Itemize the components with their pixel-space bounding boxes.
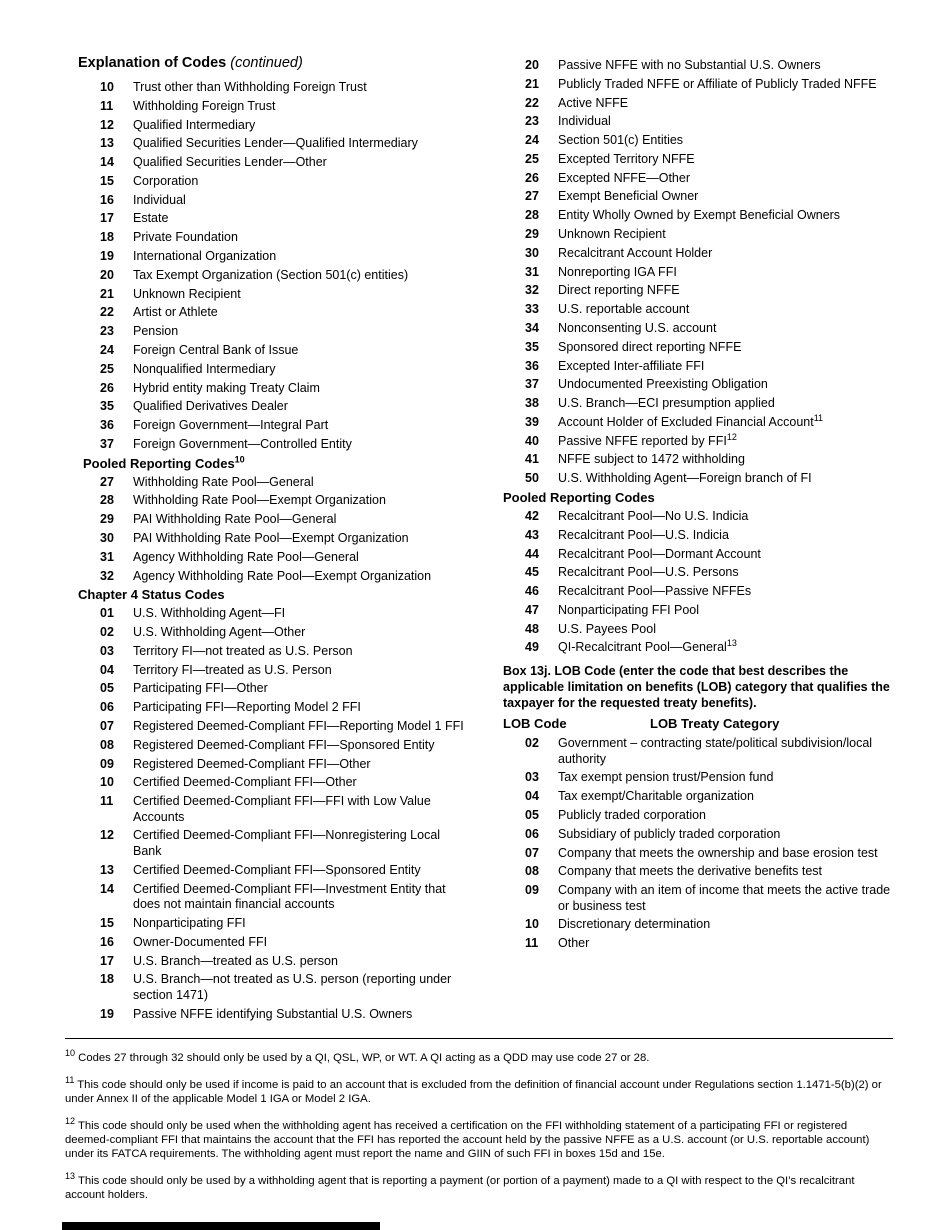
code-item	[503, 603, 896, 619]
code-item	[78, 362, 470, 378]
two-column-layout	[78, 55, 896, 1026]
code-number: 12	[100, 117, 114, 132]
code-item	[78, 268, 470, 284]
code-description: Qualified Intermediary	[133, 117, 256, 132]
code-description: Withholding Foreign Trust	[133, 98, 276, 113]
code-description: U.S. Payees Pool	[558, 621, 656, 636]
code-number: 22	[100, 305, 114, 320]
code-description: Tax exempt pension trust/Pension fund	[558, 770, 774, 785]
code-number: 41	[525, 452, 539, 467]
code-number: 17	[100, 953, 114, 968]
code-description: Registered Deemed-Compliant FFI—Reporting Model 1 FFI	[133, 718, 464, 733]
code-description: Account Holder of Excluded Financial Account$^{11}$	[558, 412, 824, 429]
code-item	[78, 381, 470, 397]
code-description: PAI Withholding Rate Pool—General	[133, 512, 337, 527]
code-item	[78, 287, 470, 303]
code-description: U.S. Branch—treated as U.S. person	[133, 953, 338, 968]
code-description: Nonparticipating FFI Pool	[558, 602, 700, 617]
code-item	[503, 808, 896, 824]
code-number: 34	[525, 320, 539, 335]
footnote-reference: 11	[65, 1075, 75, 1086]
code-item	[78, 550, 470, 566]
code-item	[503, 359, 896, 375]
code-item	[503, 883, 896, 914]
code-item	[503, 547, 896, 563]
code-number: 11	[100, 98, 114, 113]
code-item	[503, 471, 896, 487]
code-item	[78, 625, 470, 641]
code-item	[78, 882, 470, 913]
code-item	[78, 644, 470, 660]
code-description: Unknown Recipient	[558, 227, 666, 242]
footnote: $^{10}$ Codes 27 through 32 should only be used by a QI, QSL, WP, or WT. A QI acting as a QDD may use code 27 or 28.	[65, 1048, 650, 1064]
page-edge-artifact	[62, 1222, 380, 1230]
page-title-text: Explanation of Codes	[78, 55, 227, 71]
code-number: 19	[100, 1006, 114, 1021]
code-description: Section 501(c) Entities	[558, 133, 684, 148]
code-item	[78, 118, 470, 134]
code-item	[78, 475, 470, 491]
code-number: 35	[525, 339, 539, 354]
code-description: Recalcitrant Pool—Passive NFFEs	[558, 584, 752, 599]
code-description: Foreign Government—Controlled Entity	[133, 436, 352, 451]
code-description: Individual	[133, 192, 186, 207]
code-description: NFFE subject to 1472 withholding	[558, 452, 745, 467]
code-number: 21	[100, 286, 114, 301]
left-column	[78, 55, 470, 1026]
code-description: Individual	[558, 114, 611, 129]
code-description: Certified Deemed-Compliant FFI—Investment Entity that does not maintain financial accounts	[133, 881, 446, 912]
code-description: Certified Deemed-Compliant FFI—Other	[133, 775, 357, 790]
code-description: Certified Deemed-Compliant FFI—Nonregistering Local Bank	[133, 828, 441, 859]
code-number: 15	[100, 916, 114, 930]
footnote-reference: 11	[813, 412, 824, 423]
code-item	[78, 863, 470, 879]
footnote: $^{11}$ This code should only be used if income is paid to an account that is excluded from the definition of financial account under Regulations section 1.1471-5(b)(2) or under Annex II of the applicable Model 1 IGA or Model 2 IGA.	[65, 1075, 882, 1105]
code-description: Recalcitrant Pool—U.S. Persons	[558, 565, 739, 580]
code-description: Hybrid entity making Treaty Claim	[133, 380, 320, 395]
code-number: 05	[100, 681, 114, 696]
code-description: Qualified Derivatives Dealer	[133, 399, 288, 414]
code-number: 47	[525, 602, 539, 617]
code-number: 24	[525, 133, 539, 148]
code-item	[78, 437, 470, 453]
code-item	[503, 528, 896, 544]
code-description: Recalcitrant Pool—U.S. Indicia	[558, 527, 729, 542]
code-item	[503, 846, 896, 862]
code-item	[78, 343, 470, 359]
code-number: 20	[100, 267, 114, 282]
code-number: 30	[525, 245, 539, 260]
code-description: Excepted NFFE—Other	[558, 170, 690, 185]
code-number: 11	[525, 936, 539, 951]
code-number: 38	[525, 396, 539, 411]
code-number: 30	[100, 530, 114, 545]
code-number: 25	[525, 151, 539, 166]
code-item	[78, 531, 470, 547]
code-description: Publicly traded corporation	[558, 807, 706, 822]
code-description: Excepted Territory NFFE	[558, 151, 695, 166]
code-item	[78, 155, 470, 171]
code-item	[78, 794, 470, 825]
code-item	[503, 227, 896, 243]
footnote-reference: 10	[65, 1048, 76, 1059]
code-description: Direct reporting NFFE	[558, 283, 680, 298]
code-item	[503, 936, 896, 952]
code-number: 10	[525, 917, 539, 932]
code-item	[503, 340, 896, 356]
code-number: 02	[100, 625, 114, 640]
code-number: 46	[525, 584, 539, 599]
code-description: Withholding Rate Pool—General	[133, 474, 314, 489]
code-number: 12	[100, 828, 114, 843]
code-description: Pension	[133, 324, 179, 339]
code-description: Unknown Recipient	[133, 286, 241, 301]
section-header: Pooled Reporting Codes	[503, 489, 655, 505]
code-description: Certified Deemed-Compliant FFI—FFI with Low Value Accounts	[133, 794, 431, 824]
footnote-list	[65, 1048, 893, 1202]
code-item	[503, 584, 896, 600]
code-number: 09	[100, 756, 114, 771]
code-description: Tax Exempt Organization (Section 501(c) entities)	[133, 267, 409, 282]
code-number: 16	[100, 192, 114, 207]
code-item	[78, 305, 470, 321]
code-item	[503, 917, 896, 933]
code-item	[503, 189, 896, 205]
code-item	[78, 954, 470, 970]
code-description: Nonreporting IGA FFI	[558, 264, 677, 279]
code-description: International Organization	[133, 249, 277, 264]
code-number: 10	[100, 80, 114, 94]
code-number: 37	[100, 436, 114, 451]
code-item	[503, 396, 896, 412]
code-item	[78, 700, 470, 716]
code-number: 49	[525, 640, 539, 655]
code-number: 36	[100, 418, 114, 433]
code-number: 04	[525, 789, 539, 804]
code-description: Territory FI—not treated as U.S. Person	[133, 643, 353, 658]
right-column	[503, 55, 896, 1026]
code-number: 32	[525, 283, 539, 298]
code-description: U.S. Withholding Agent—Foreign branch of FI	[558, 471, 812, 486]
code-item	[78, 935, 470, 951]
page-title-continued: (continued)	[226, 55, 303, 71]
code-description: Agency Withholding Rate Pool—Exempt Organization	[133, 568, 432, 583]
code-item	[503, 208, 896, 224]
code-number: 01	[100, 606, 114, 621]
code-number: 26	[100, 380, 114, 395]
code-item	[503, 412, 896, 431]
code-number: 05	[525, 807, 539, 822]
code-description: Company that meets the derivative benefits test	[558, 864, 823, 879]
code-number: 31	[525, 264, 539, 279]
code-item	[78, 136, 470, 152]
code-item	[503, 736, 896, 767]
code-number: 39	[525, 414, 539, 429]
code-item	[503, 452, 896, 468]
code-number: 06	[525, 826, 539, 841]
code-item	[78, 493, 470, 509]
code-number: 45	[525, 565, 539, 580]
lob-table-header	[503, 716, 896, 732]
code-description: Government – contracting state/political subdivision/local authority	[558, 736, 873, 766]
code-number: 23	[525, 114, 539, 129]
code-item	[503, 431, 896, 450]
code-description: Recalcitrant Pool—No U.S. Indicia	[558, 508, 749, 523]
code-item	[503, 114, 896, 130]
code-number: 14	[100, 881, 114, 896]
code-description: Owner-Documented FFI	[133, 934, 268, 949]
code-item	[78, 828, 470, 859]
code-description: Withholding Rate Pool—Exempt Organization	[133, 493, 386, 508]
code-item	[78, 249, 470, 265]
code-item	[78, 80, 470, 96]
code-item	[78, 719, 470, 735]
code-item	[503, 622, 896, 638]
code-description: Corporation	[133, 173, 199, 188]
code-description: Recalcitrant Account Holder	[558, 245, 713, 260]
code-description: Passive NFFE with no Substantial U.S. Owners	[558, 58, 821, 72]
code-item	[78, 512, 470, 528]
code-number: 14	[100, 155, 114, 170]
code-item	[78, 972, 470, 1003]
code-description: Undocumented Preexisting Obligation	[558, 377, 768, 392]
lob-code-column-header: LOB Code	[503, 716, 567, 732]
code-item	[78, 606, 470, 622]
code-description: QI-Recalcitrant Pool—General$^{13}$	[558, 638, 737, 655]
code-item	[78, 99, 470, 115]
code-item	[503, 246, 896, 262]
code-number: 31	[100, 549, 114, 564]
code-number: 29	[100, 512, 114, 527]
code-number: 07	[525, 845, 539, 860]
code-description: Nonconsenting U.S. account	[558, 320, 717, 335]
code-item	[503, 96, 896, 112]
code-description: Certified Deemed-Compliant FFI—Sponsored Entity	[133, 862, 421, 877]
code-description: Subsidiary of publicly traded corporation	[558, 826, 781, 841]
code-number: 21	[525, 76, 539, 91]
code-item	[78, 757, 470, 773]
code-number: 20	[525, 58, 539, 72]
code-description: Registered Deemed-Compliant FFI—Other	[133, 756, 371, 771]
code-item	[503, 377, 896, 393]
code-item	[503, 152, 896, 168]
code-item	[78, 738, 470, 754]
code-number: 08	[100, 737, 114, 752]
code-description: Passive NFFE identifying Substantial U.S. Owners	[133, 1006, 413, 1021]
code-item	[78, 230, 470, 246]
code-number: 11	[100, 794, 114, 809]
code-number: 04	[100, 662, 114, 677]
code-item	[503, 864, 896, 880]
page-title	[78, 55, 470, 71]
code-item	[503, 171, 896, 187]
code-item	[503, 265, 896, 281]
code-number: 28	[525, 208, 539, 223]
code-description: Artist or Athlete	[133, 305, 218, 320]
code-description: Participating FFI—Reporting Model 2 FFI	[133, 700, 361, 715]
code-number: 50	[525, 471, 539, 486]
code-description: U.S. Withholding Agent—FI	[133, 606, 286, 621]
code-item	[78, 569, 470, 585]
code-number: 37	[525, 377, 539, 392]
code-description: Entity Wholly Owned by Exempt Beneficial Owners	[558, 208, 841, 223]
code-item	[78, 681, 470, 697]
code-description: U.S. Withholding Agent—Other	[133, 625, 306, 640]
section-header: Pooled Reporting Codes$^{10}$	[83, 454, 245, 471]
code-description: Nonqualified Intermediary	[133, 361, 276, 376]
footnote-reference: 12	[726, 431, 737, 442]
code-number: 18	[100, 230, 114, 245]
code-item	[503, 58, 896, 74]
code-description: Qualified Securities Lender—Other	[133, 155, 327, 170]
code-number: 43	[525, 527, 539, 542]
code-number: 26	[525, 170, 539, 185]
code-number: 03	[525, 770, 539, 785]
code-item	[78, 418, 470, 434]
code-item	[503, 302, 896, 318]
code-item	[78, 399, 470, 415]
code-item	[503, 640, 896, 656]
code-description: Passive NFFE reported by FFI$^{12}$	[558, 431, 737, 448]
code-number: 25	[100, 361, 114, 376]
code-description: Tax exempt/Charitable organization	[558, 789, 754, 804]
code-item	[78, 193, 470, 209]
code-number: 48	[525, 621, 539, 636]
code-description: Publicly Traded NFFE or Affiliate of Publicly Traded NFFE	[558, 76, 877, 91]
code-item	[503, 133, 896, 149]
code-number: 08	[525, 864, 539, 879]
code-number: 19	[100, 249, 114, 264]
code-item	[503, 565, 896, 581]
code-number: 32	[100, 568, 114, 583]
code-number: 27	[100, 474, 114, 489]
code-item	[78, 174, 470, 190]
code-item	[503, 77, 896, 93]
code-item	[78, 1007, 470, 1023]
code-number: 02	[525, 736, 539, 751]
code-number: 10	[100, 775, 114, 790]
footnotes-section	[65, 1038, 893, 1215]
code-description: Foreign Government—Integral Part	[133, 418, 329, 433]
code-number: 03	[100, 643, 114, 658]
code-number: 18	[100, 972, 114, 987]
code-number: 23	[100, 324, 114, 339]
left-column-blocks	[78, 80, 470, 1022]
code-description: PAI Withholding Rate Pool—Exempt Organization	[133, 530, 409, 545]
code-description: Participating FFI—Other	[133, 681, 268, 696]
section-header: Chapter 4 Status Codes	[78, 587, 225, 603]
code-description: Active NFFE	[558, 95, 629, 110]
code-description: Sponsored direct reporting NFFE	[558, 339, 742, 354]
code-number: 28	[100, 493, 114, 508]
code-description: Trust other than Withholding Foreign Trust	[133, 80, 367, 94]
footnote-reference: 13	[726, 638, 737, 649]
code-description: Company that meets the ownership and base erosion test	[558, 845, 878, 860]
code-description: Discretionary determination	[558, 917, 711, 932]
footnote: $^{13}$ This code should only be used by a withholding agent that is reporting a payment (or portion of a payment) made to a QI with respect to the QI’s recalcitrant account holders.	[65, 1171, 855, 1201]
code-item	[503, 321, 896, 337]
code-item	[78, 211, 470, 227]
code-description: Foreign Central Bank of Issue	[133, 342, 299, 357]
code-number: 44	[525, 546, 539, 561]
code-description: Agency Withholding Rate Pool—General	[133, 549, 359, 564]
code-number: 35	[100, 399, 114, 414]
code-description: Excepted Inter-affiliate FFI	[558, 358, 705, 373]
right-column-blocks	[503, 58, 896, 952]
code-description: U.S. reportable account	[558, 302, 690, 317]
code-item	[78, 663, 470, 679]
code-item	[78, 775, 470, 791]
code-item	[78, 324, 470, 340]
code-number: 09	[525, 883, 539, 898]
code-number: 29	[525, 227, 539, 242]
code-description: U.S. Branch—not treated as U.S. person (reporting under section 1471)	[133, 972, 452, 1002]
code-number: 06	[100, 700, 114, 715]
footnote-reference: 13	[65, 1171, 76, 1182]
code-number: 15	[100, 173, 114, 188]
code-description: Company with an item of income that meets the active trade or business test	[558, 883, 891, 913]
code-number: 16	[100, 934, 114, 949]
footnote-reference: 12	[65, 1116, 76, 1127]
footnote-reference: 10	[234, 454, 245, 465]
code-number: 22	[525, 95, 539, 110]
code-number: 13	[100, 136, 114, 151]
lob-treaty-category-column-header: LOB Treaty Category	[650, 716, 780, 732]
code-description: Other	[558, 936, 590, 951]
code-item	[78, 916, 470, 932]
code-number: 42	[525, 508, 539, 523]
code-number: 07	[100, 718, 114, 733]
code-item	[503, 827, 896, 843]
code-number: 33	[525, 302, 539, 317]
code-description: Private Foundation	[133, 230, 238, 245]
code-item	[503, 509, 896, 525]
code-number: 27	[525, 189, 539, 204]
code-number: 36	[525, 358, 539, 373]
code-description: Exempt Beneficial Owner	[558, 189, 699, 204]
code-number: 24	[100, 342, 114, 357]
code-item	[503, 770, 896, 786]
code-description: Territory FI—treated as U.S. Person	[133, 662, 332, 677]
box-13j-instruction: Box 13j. LOB Code (enter the code that best describes the applicable limitation on benefits (LOB) category that qualifies the taxpayer for the requested treaty benefits).	[503, 664, 890, 711]
code-description: Registered Deemed-Compliant FFI—Sponsored Entity	[133, 737, 435, 752]
code-description: Estate	[133, 211, 169, 226]
code-description: U.S. Branch—ECI presumption applied	[558, 396, 775, 411]
footnote: $^{12}$ This code should only be used when the withholding agent has received a certification on the FFI withholding statement of a participating FFI or registered deemed-compliant FFI that maintains the account that the FFI has reported the account held by the passive NFFE as a U.S. account (or U.S. reportable account) under its FATCA requirements. The withholding agent must report the name and GIIN of such FFI in boxes 15d and 15e.	[65, 1116, 870, 1160]
code-item	[503, 283, 896, 299]
code-description: Recalcitrant Pool—Dormant Account	[558, 546, 761, 561]
code-description: Qualified Securities Lender—Qualified Intermediary	[133, 136, 418, 151]
code-number: 17	[100, 211, 114, 226]
code-item	[503, 789, 896, 805]
code-description: Nonparticipating FFI	[133, 916, 246, 930]
code-number: 13	[100, 862, 114, 877]
code-number: 40	[525, 433, 539, 448]
